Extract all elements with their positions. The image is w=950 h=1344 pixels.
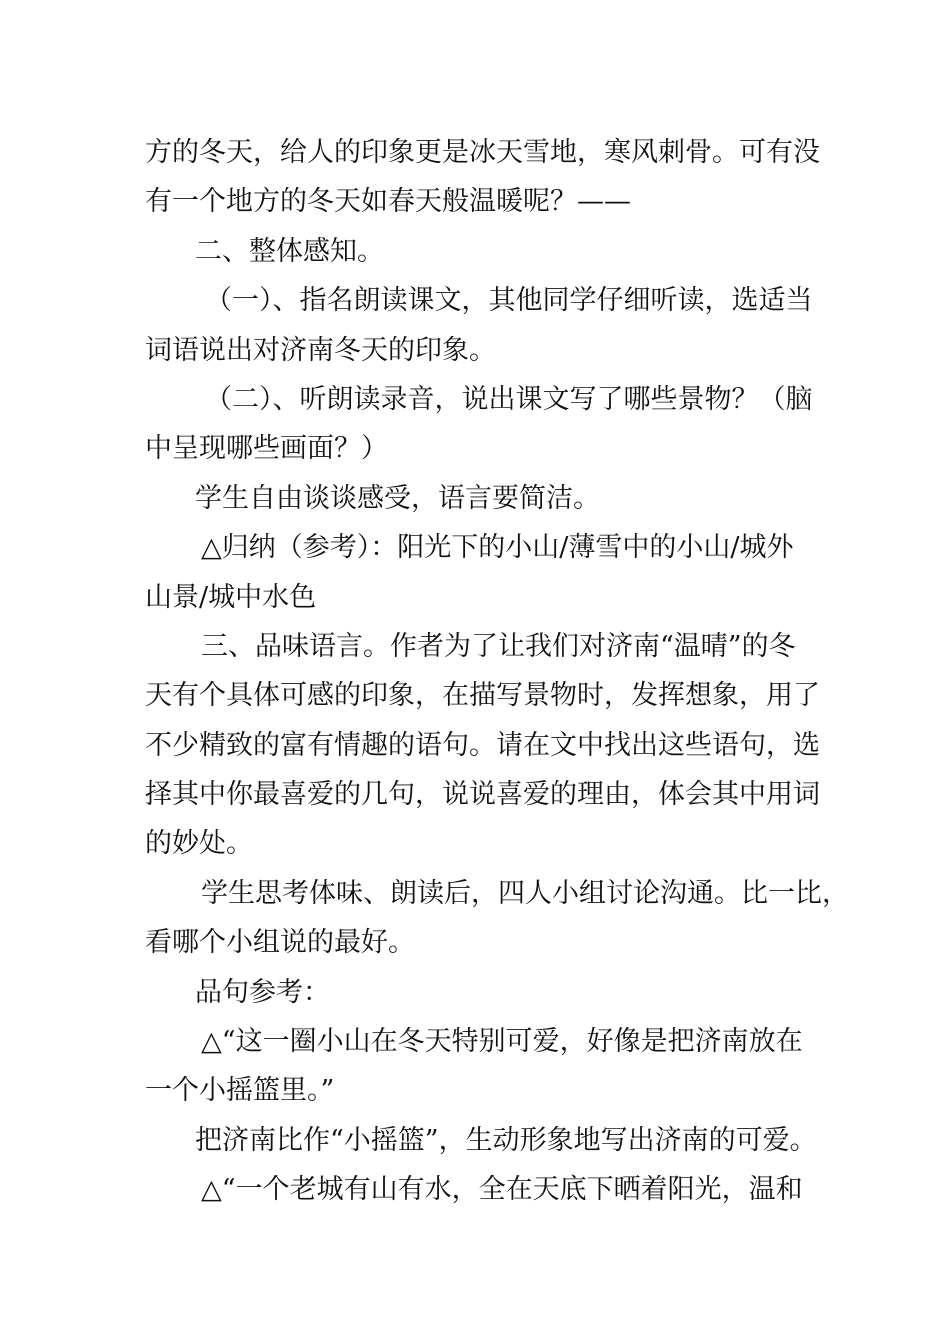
text-line: （二）、听朗读录音，说出课文写了哪些景物？（脑 [205,383,813,415]
text-line: 择其中你最喜爱的几句，说说喜爱的理由，体会其中用词 [145,779,820,811]
text-line: 学生思考体味、朗读后，四人小组讨论沟通。比一比， [201,877,849,909]
text-line: 有一个地方的冬天如春天般温暖呢？—— [145,186,631,218]
text-line: 学生自由谈谈感受，语言要简洁。 [195,482,600,514]
text-line: △“这一圈小山在冬天特别可爱，好像是把济南放在 [201,1026,803,1058]
text-line: 的妙处。 [145,828,253,860]
text-line: 方的冬天，给人的印象更是冰天雪地，寒风刺骨。可有没 [145,137,820,168]
text-line: 词语说出对济南冬天的印象。 [145,334,496,366]
section-heading: 三、品味语言。作者为了让我们对济南“温晴”的冬 [201,630,796,662]
text-line: 一个小摇篮里。” [145,1075,335,1107]
text-line: 天有个具体可感的印象，在描写景物时，发挥想象，用了 [145,680,820,712]
text-line: 把济南比作“小摇篮”，生动形象地写出济南的可爱。 [195,1124,817,1156]
text-line: △归纳（参考）：阳光下的小山/薄雪中的小山/城外 [201,532,794,564]
text-line: 中呈现哪些画面？） [145,433,388,465]
section-heading: 二、整体感知。 [195,235,384,267]
body-text [145,128,849,1215]
text-line: 看哪个小组说的最好。 [145,927,415,959]
text-line: 山景/城中水色 [145,581,317,613]
text-line: （一）、指名朗读课文，其他同学仔细听读，选适当 [205,285,813,317]
text-line: 品句参考： [195,976,330,1008]
text-line: 不少精致的富有情趣的语句。请在文中找出这些语句，选 [145,729,820,761]
text-line: △“一个老城有山有水，全在天底下晒着阳光，温和 [201,1174,803,1206]
